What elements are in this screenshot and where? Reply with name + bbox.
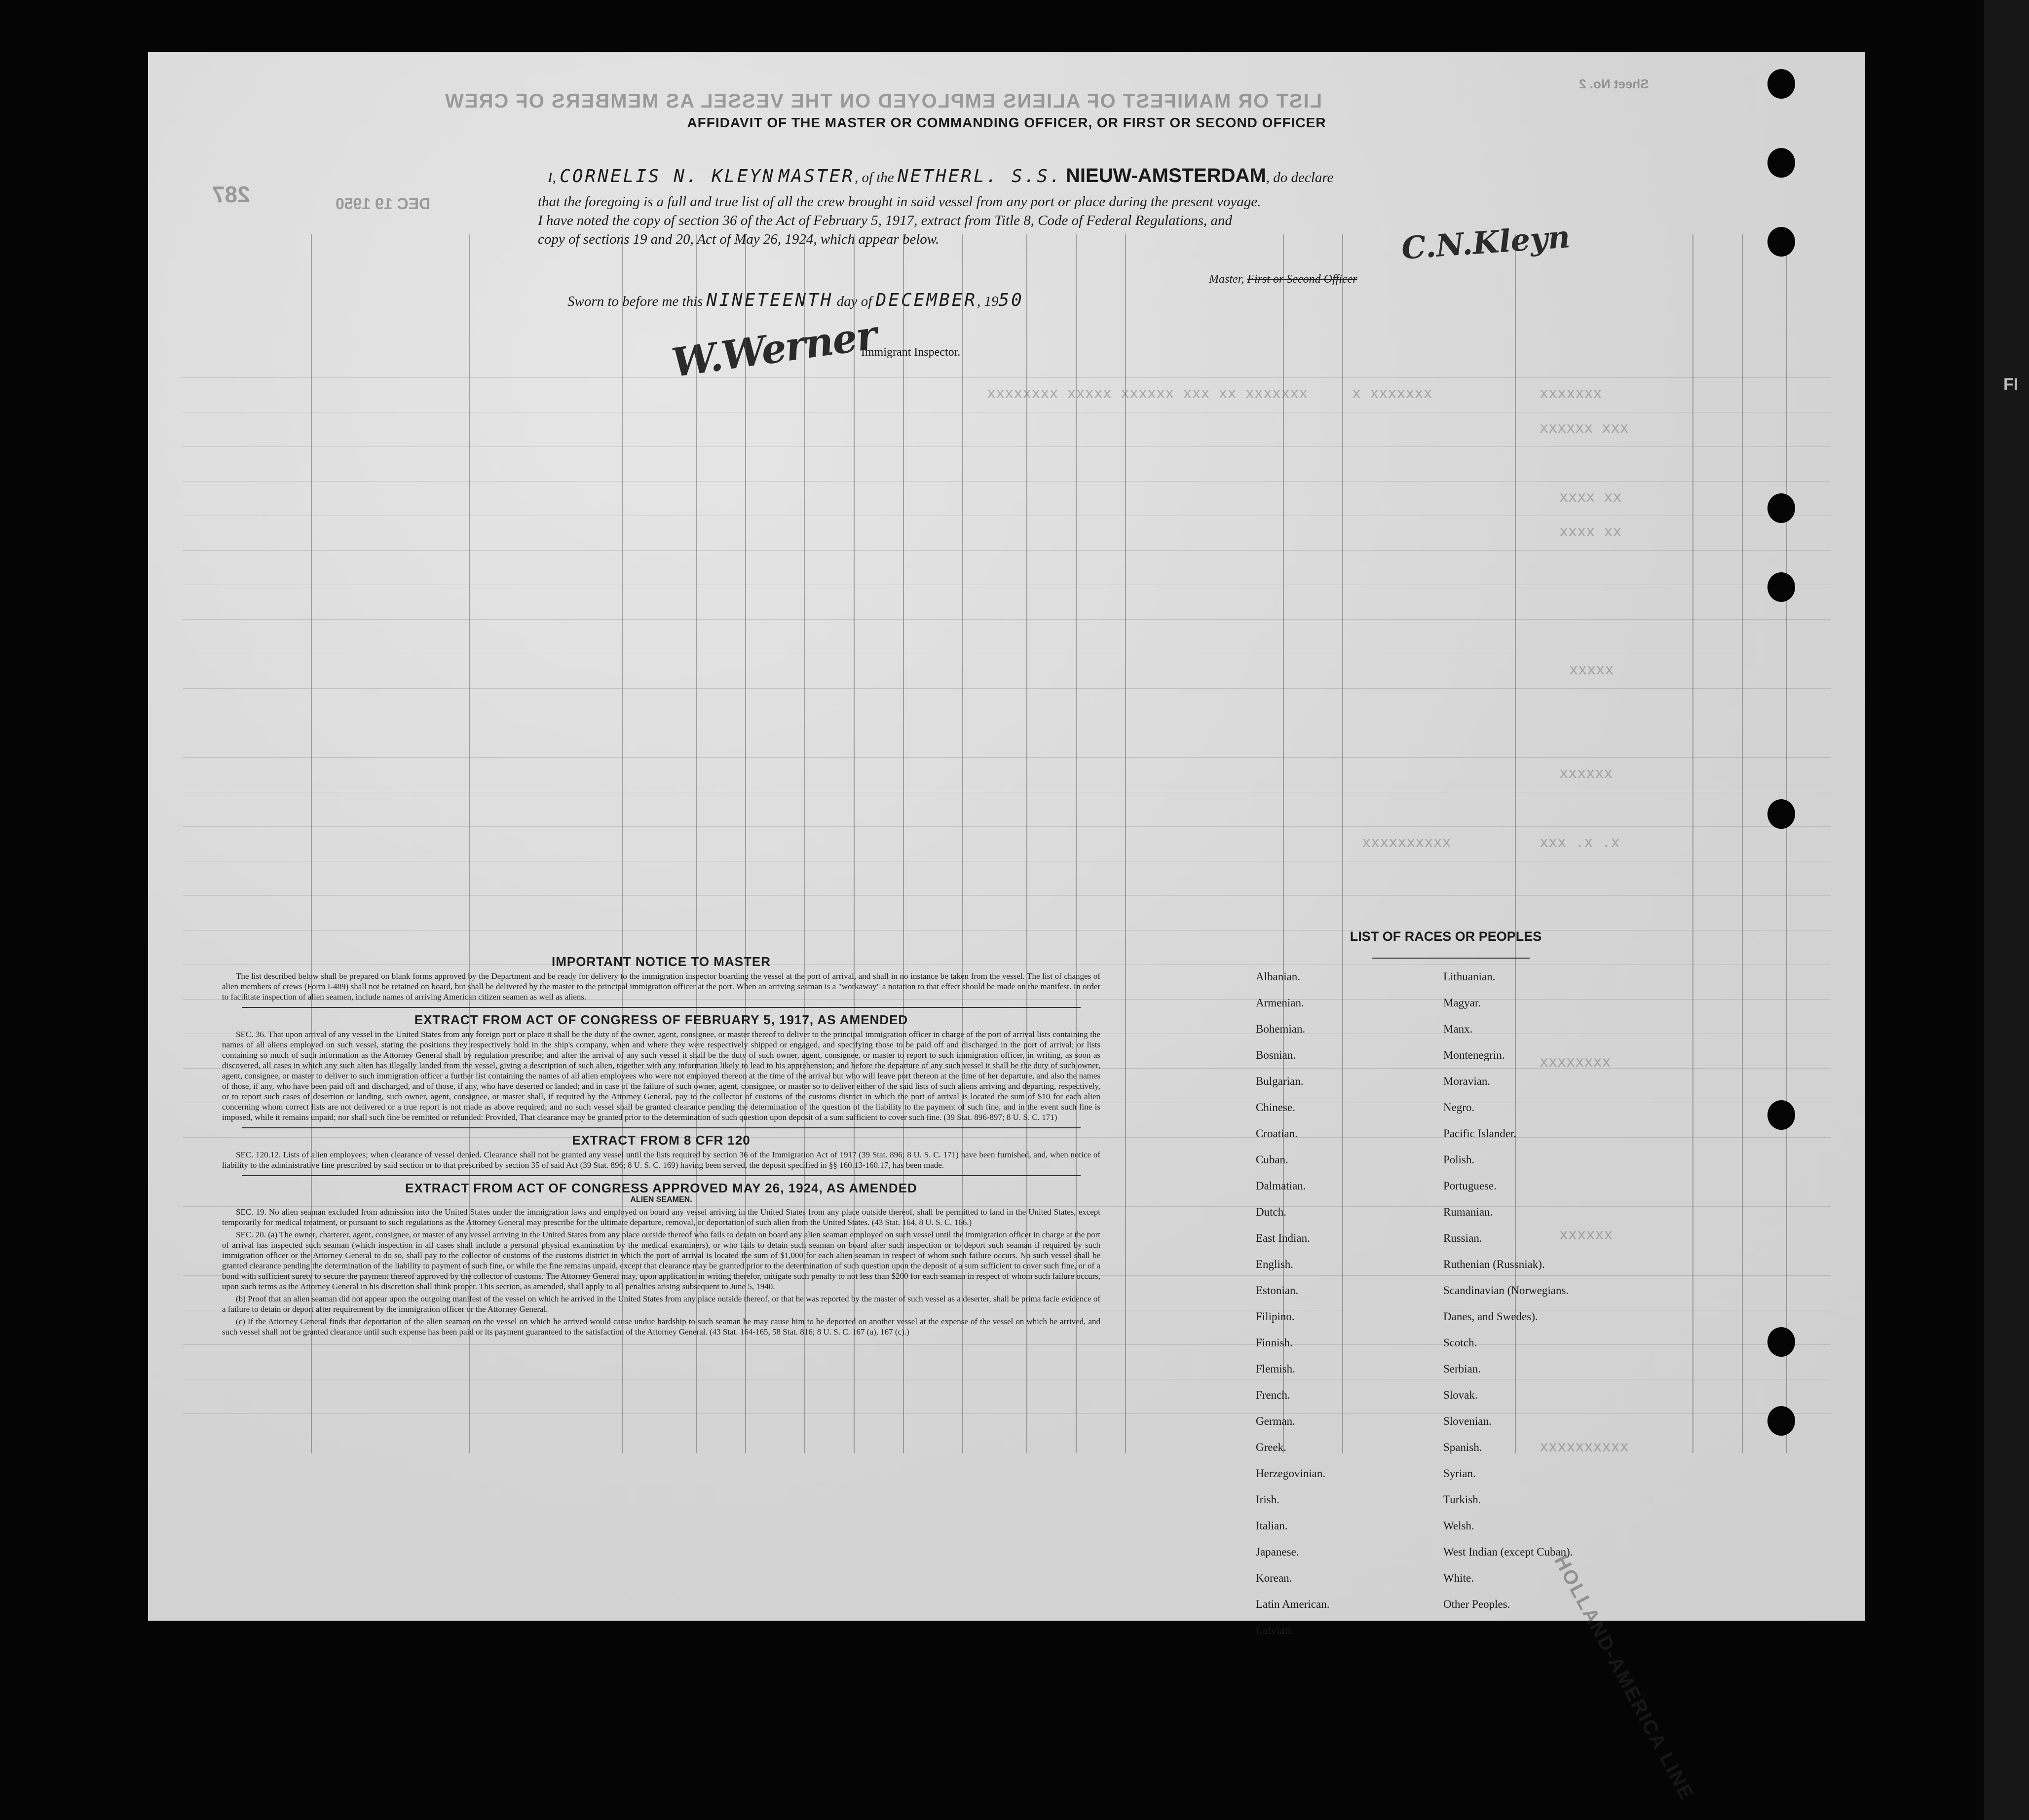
race-item: Montenegrin. — [1443, 1049, 1505, 1061]
extract-1917-title: EXTRACT FROM ACT OF CONGRESS OF FEBRUARY 5, 1917, AS AMENDED — [414, 1012, 908, 1027]
notice-body: The list described below shall be prepared on blank forms approved by the Department and be ready for delivery to the immigration inspector boarding the vessel at the port of arrival, and shall in no instance be taken from the vessel. The list of changes of alien members of crews (Form I-489) shall not be retained on board, but shall be delivered by the master to the principal immigration officer at the port. When an arriving seaman is a "workaway" a notation to that effect should be made on the manifest. In order to facilitate inspection of alien seamen, include names of arriving American citizen seamen as well as aliens. — [222, 971, 1100, 1002]
race-item: West Indian (except Cuban). — [1443, 1546, 1573, 1558]
race-item: Japanese. — [1256, 1546, 1299, 1558]
race-item: Slovenian. — [1443, 1415, 1492, 1427]
race-item: Scotch. — [1443, 1337, 1477, 1349]
stamp-number: 287 — [212, 182, 250, 207]
race-item: Lithuanian. — [1443, 970, 1496, 983]
grid-row — [183, 688, 1831, 689]
divider — [1372, 958, 1530, 959]
punch-hole — [1767, 148, 1795, 178]
affidavit-line-2: that the foregoing is a full and true list of all the crew brought in said vessel from any port or place during the present voyage. — [538, 194, 1261, 210]
race-item: Moravian. — [1443, 1075, 1491, 1087]
race-item: Bulgarian. — [1256, 1075, 1304, 1087]
grid-row — [183, 1413, 1831, 1414]
edge-text: FI — [2003, 375, 2019, 394]
race-item: Danes, and Swedes). — [1443, 1310, 1538, 1323]
race-item: White. — [1443, 1572, 1474, 1584]
master-label: Master, First or Second Officer — [1209, 273, 1357, 286]
vessel-name: NIEUW-AMSTERDAM — [1065, 165, 1266, 186]
master-signature: C.N.Kleyn — [1400, 219, 1572, 266]
inspector-label: Immigrant Inspector. — [861, 346, 961, 359]
extract-1924-sec20a: SEC. 20. (a) The owner, charterer, agent, consignee, or master of any vessel arriving in the United States from any place outside thereof who fails to detain on board any alien seaman employed on such vessel until the immigration officer in charge at the port of arrival has inspected such seaman (which inspection in all cases shall include a personal physical examination by the medical examiners), or who fails to detain such seaman on board after such inspection or to deport such seaman if required by such immigration officer or the Attorney General to do so, shall pay to the collector of customs of the customs district in which the port of arrival is located the sum of $1,000 for each alien seaman in respect of whom such failure occurs. No such vessel shall be granted clearance pending the determination of the liability to payment of such fine, or while the fine remains unpaid, except that clearance may be granted prior to the determination of such question upon the deposit of a sum sufficient to cover such fine, or of a bond with sufficient surety to secure the payment thereof approved by the collector of customs. The Attorney General may, upon application in writing therefor, mitigate such penalty to not less than $200 for each seaman in respect of whom such failure occurs, upon such terms as the Attorney General in his discretion shall think proper. This section, as amended, shall apply to all penalties arising subsequent to June 5, 1940. — [222, 1230, 1100, 1291]
extract-cfr-body: SEC. 120.12. Lists of alien employees; when clearance of vessel denied. Clearance shall not be granted any vessel until the lists required by section 36 of the Immigration Act of 1917 (39 Stat. 896; 8 U. S. C. 171) have been furnished, and, when notice of liability to the administrative fine prescribed by said section or to that prescribed by section 35 of said Act (39 Stat. 896; 8 U. S. C. 169) having been served, the deposit specified in §§ 160.13-160.17, has been made. — [222, 1150, 1100, 1170]
affidavit-title: AFFIDAVIT OF THE MASTER OR COMMANDING OFFICER, OR FIRST OR SECOND OFFICER — [687, 115, 1326, 130]
stamp-date: DEC 19 1950 — [336, 195, 431, 213]
punch-hole — [1767, 799, 1795, 829]
sworn-month: DECEMBER — [875, 290, 977, 310]
races-title: LIST OF RACES OR PEOPLES — [1350, 929, 1542, 944]
grid-row — [183, 481, 1831, 482]
bleed-through-text: xxxxxxxxxx — [1540, 1438, 1629, 1455]
race-item: Ruthenian (Russniak). — [1443, 1258, 1545, 1270]
bleed-through-text: xxx xxxxxx — [1540, 419, 1629, 437]
race-item: Estonian. — [1256, 1284, 1299, 1297]
race-item: Portuguese. — [1443, 1180, 1497, 1192]
grid-row — [183, 550, 1831, 551]
race-item: Croatian. — [1256, 1127, 1298, 1140]
race-item: Italian. — [1256, 1520, 1288, 1532]
grid-row — [183, 1344, 1831, 1345]
bleed-through-text: xxxxxxx x — [1352, 385, 1432, 402]
race-item: Korean. — [1256, 1572, 1292, 1584]
bleed-through-text: xxxxxxx — [1540, 385, 1602, 402]
sworn-year: 50 — [998, 290, 1024, 310]
race-item: East Indian. — [1256, 1232, 1310, 1244]
extract-1924-sec20b: (b) Proof that an alien seaman did not appear upon the outgoing manifest of the vessel on which he arrived in the United States from any place outside thereof, or that he was reported by the master of such vessel as a deserter, shall be prima facie evidence of a failure to detain or deport after requirement by the immigration officer or the Attorney General. — [222, 1294, 1100, 1314]
master-role: MASTER — [778, 166, 855, 186]
race-item: Dalmatian. — [1256, 1180, 1306, 1192]
race-item: German. — [1256, 1415, 1295, 1427]
race-item: French. — [1256, 1389, 1290, 1401]
company-stamp: HOLLAND-AMERICA LINE — [1550, 1552, 1698, 1804]
race-item: Latin American. — [1256, 1598, 1330, 1610]
grid-column — [1692, 234, 1693, 1453]
race-item: Albanian. — [1256, 970, 1301, 983]
punch-hole — [1767, 69, 1795, 99]
sworn-day: NINETEENTH — [706, 290, 833, 310]
race-item: Armenian. — [1256, 997, 1304, 1009]
grid-column — [1342, 234, 1343, 1453]
race-item: Syrian. — [1443, 1467, 1476, 1480]
race-item: Russian. — [1443, 1232, 1482, 1244]
bleed-through-text: xxxxxxx xx xxx xxxxxx xxxxx xxxxxxxx — [987, 385, 1308, 402]
grid-row — [183, 895, 1831, 896]
extract-1917-body: SEC. 36. That upon arrival of any vessel in the United States from any foreign port or place it shall be the duty of the owner, agent, consignee, or master thereof to deliver to the principal immigration officer in charge of the port of arrival lists containing the names of all aliens employed on such vessel, stating the positions they respectively hold in the ship's company, when and where they were respectively shipped or engaged, and specifying those to be paid off and discharged in the port of arrival; or lists containing so much of such information as the Attorney General shall by regulation prescribe; and after the arrival of any such vessel it shall be the duty of such owner, agent, consignee, or master to report to such immigration officer, in writing, as soon as discovered, all cases in which any such alien has illegally landed from the vessel, giving a description of such alien, together with any information likely to lead to his apprehension; and before the departure of any such vessel it shall be the duty of such owner, agent, consignee, or master to deliver to such immigration officer a further list containing the names of all alien employees who were not employed thereon at the time of the arrival but who will leave port thereon at the time of her departure, and also the names of those, if any, who have been paid off and discharged, and of those, if any, who have deserted or landed; and in case of the failure of such owner, agent, consignee, or master so to deliver either of the said lists of such aliens arriving and departing, respectively, or to report such cases of desertion or landing, such owner, agent, consignee, or master shall, if required by the Attorney General, pay to the collector of customs of the customs district in which the port of arrival is located the sum of $10 for each alien concerning whom correct lists are not delivered or a true report is not made as above required; and no such vessel shall be granted clearance pending the determination of the question of the liability to the payment of such fine, and in the event such fine is imposed, while it remains unpaid; nor shall such fine be remitted or refunded: Provided, That clearance may be granted prior to the determination of such question upon deposit of a sum sufficient to cover such fine. (39 Stat. 896-897; 8 U. S. C. 171) — [222, 1030, 1100, 1122]
race-item: Pacific Islander. — [1443, 1127, 1517, 1140]
grid-row — [183, 826, 1831, 827]
race-item: Other Peoples. — [1443, 1598, 1510, 1610]
bleed-through-text: xxxxxxxxxx — [1362, 834, 1451, 851]
race-item: Serbian. — [1443, 1363, 1481, 1375]
race-item: Spanish. — [1443, 1441, 1482, 1453]
bleed-through-text: xxxxx — [1569, 661, 1614, 678]
grid-column — [1742, 234, 1743, 1453]
race-item: Bohemian. — [1256, 1023, 1306, 1035]
race-item: Filipino. — [1256, 1310, 1295, 1323]
divider — [242, 1175, 1081, 1176]
race-item: Irish. — [1256, 1493, 1279, 1506]
inspector-signature: W.Werner — [669, 311, 879, 386]
extract-1924-subtitle: ALIEN SEAMEN. — [630, 1195, 692, 1204]
race-item: Polish. — [1443, 1153, 1475, 1166]
race-item: Latvian. — [1256, 1624, 1293, 1636]
punch-hole — [1767, 1406, 1795, 1436]
extract-cfr-title: EXTRACT FROM 8 CFR 120 — [572, 1133, 751, 1148]
race-item: Turkish. — [1443, 1493, 1481, 1506]
mirrored-title: LIST OR MANIFEST OF ALIENS EMPLOYED ON THE VESSEL AS MEMBERS OF CREW — [444, 90, 1322, 112]
grid-column — [1786, 234, 1787, 1453]
race-item: Greek. — [1256, 1441, 1286, 1453]
race-item: English. — [1256, 1258, 1294, 1270]
bleed-through-text: xx xxxx — [1559, 523, 1622, 540]
grid-row — [183, 377, 1831, 378]
extract-1924-title: EXTRACT FROM ACT OF CONGRESS APPROVED MAY 26, 1924, AS AMENDED — [405, 1181, 917, 1195]
race-item: Manx. — [1443, 1023, 1473, 1035]
extract-1924-sec20c: (c) If the Attorney General finds that deportation of the alien seaman on the vessel on which he arrived would cause undue hardship to such seaman he may cause him to be deported on another vessel at the expense of the vessel on which he arrived, and such vessel shall not be granted clearance until such expense has been paid or its payment guaranteed to the satisfaction of the Attorney General. (43 Stat. 164-165, 58 Stat. 816; 8 U. S. C. 167 (a), 167 (c).) — [222, 1317, 1100, 1337]
race-item: Rumanian. — [1443, 1206, 1493, 1218]
bleed-through-text: xxxxxx — [1559, 765, 1613, 782]
sworn-line: Sworn to before me this NINETEENTH day of DECEMBER, 1950 — [567, 290, 1024, 310]
race-item: Slovak. — [1443, 1389, 1478, 1401]
race-item: Scandinavian (Norwegians. — [1443, 1284, 1569, 1297]
race-item: Bosnian. — [1256, 1049, 1296, 1061]
affidavit-line-3: I have noted the copy of section 36 of the Act of February 5, 1917, extract from Title 8, Code of Federal Regulations, and — [538, 213, 1233, 228]
manifest-sheet — [148, 52, 1865, 1804]
race-item: Negro. — [1443, 1101, 1475, 1114]
bleed-through-text: xxxxxxxx — [1540, 1053, 1611, 1071]
extract-1924-sec19: SEC. 19. No alien seaman excluded from admission into the United States under the immigration laws and employed on board any vessel arriving in the United States from any place outside thereof, shall be permitted to land in the United States, except temporarily for medical treatment, or pursuant to such regulations as the Attorney General may prescribe for the ultimate departure, removal, or deportation of such alien from the United States. (43 Stat. 164, 8 U. S. C. 166.) — [222, 1207, 1100, 1227]
punch-hole — [1767, 493, 1795, 523]
bleed-through-text: xxxxxx — [1559, 1226, 1613, 1243]
race-item: Dutch. — [1256, 1206, 1286, 1218]
race-item: Magyar. — [1443, 997, 1481, 1009]
bleed-through-text: xx xxxx — [1559, 488, 1622, 506]
grid-column — [1125, 234, 1126, 1453]
punch-hole — [1767, 572, 1795, 602]
punch-hole — [1767, 227, 1795, 257]
notice-block — [222, 950, 1100, 1339]
scan-edge — [1984, 0, 2029, 1820]
divider — [242, 1007, 1081, 1008]
punch-hole — [1767, 1100, 1795, 1130]
divider — [242, 1127, 1081, 1128]
race-item: Flemish. — [1256, 1363, 1295, 1375]
race-item: Herzegovinian. — [1256, 1467, 1326, 1480]
sheet-number: Sheet No. 2 — [1579, 76, 1649, 91]
master-name: CORNELIS N. KLEYN — [560, 166, 775, 186]
race-item: Finnish. — [1256, 1337, 1293, 1349]
grid-row — [183, 757, 1831, 758]
affidavit-line-4: copy of sections 19 and 20, Act of May 26, 1924, which appear below. — [538, 231, 939, 247]
punch-hole — [1767, 1327, 1795, 1357]
bleed-through-text: x. x. xxx — [1540, 834, 1620, 851]
affidavit-line-1: I, CORNELIS N. KLEYN MASTER, of the NETHERL. S.S. NIEUW-AMSTERDAM, do declare — [548, 165, 1334, 186]
race-item: Welsh. — [1443, 1520, 1474, 1532]
grid-row — [183, 619, 1831, 620]
notice-title: IMPORTANT NOTICE TO MASTER — [552, 954, 771, 969]
grid-row — [183, 446, 1831, 447]
race-item: Cuban. — [1256, 1153, 1288, 1166]
vessel-nationality: NETHERL. S.S. — [897, 166, 1062, 186]
race-item: Chinese. — [1256, 1101, 1295, 1114]
